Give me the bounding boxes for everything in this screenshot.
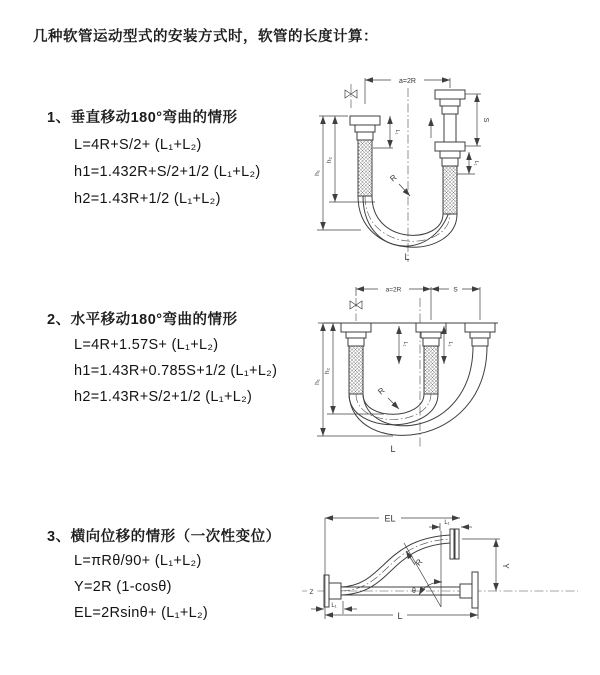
dimension-l1-left [399,326,408,364]
dim-label-h1: h₁ [314,379,321,385]
right-flange-original [460,572,478,608]
diagram-horizontal-move-180 [296,276,576,466]
dim-label-a2r: a=2R [399,78,416,85]
dimension-s [431,285,480,321]
dim-label-a2r: a=2R [385,286,402,294]
section3-formula-el: EL=2Rsinθ+ (L₁+L₂) [74,605,209,621]
dim-label-y: Y [501,563,510,569]
dim-label-l1: L₁ [331,603,337,609]
displaced-hose-curve [341,535,450,595]
dim-label-l1: L₁ [473,160,479,166]
radius-callout [388,173,410,196]
right-fitting [465,323,495,346]
diagram-lateral-displacement [286,493,591,653]
section1-formula-length: L=4R+S/2+ (L₁+L₂) [74,137,202,153]
dim-label-l: L [390,444,396,454]
page-title: 几种软管运动型式的安装方式时，软管的长度计算： [33,29,378,45]
left-fitting [341,323,371,394]
dim-label-l: L [397,611,403,621]
section2-heading: 2、水平移动180°弯曲的情形 [47,312,238,328]
section1-formula-h2: h2=1.43R+1/2 (L₁+L₂) [74,191,221,207]
dimension-y [462,539,510,591]
section2-formula-h1: h1=1.43R+0.785S+1/2 (L₁+L₂) [74,363,278,379]
dim-label-s: S [482,117,489,123]
dimension-l1-bottom [311,601,357,614]
dim-label-h1: h₁ [314,170,321,176]
section2-formula-length: L=4R+1.57S+ (L₁+L₂) [74,337,219,353]
angle-label-theta: θ [412,588,416,595]
left-fitting [350,116,380,196]
section1-heading: 1、垂直移动180°弯曲的情形 [47,110,238,126]
section1-formula-h1: h1=1.432R+S/2+1/2 (L₁+L₂) [74,164,261,180]
dim-label-l: L [404,252,410,262]
dimension-h1 [314,116,361,230]
dim-label-r: R [376,385,387,397]
section3-formula-y: Y=2R (1-cosθ) [74,579,172,595]
section3-formula-length: L=πRθ/90+ (L₁+L₂) [74,553,202,569]
hose-curves [358,174,457,247]
radius-callout [406,551,425,567]
right-fitting-upper [435,90,465,142]
axis-break-mark [307,587,316,596]
diagram-vertical-move-180 [303,70,568,270]
dimension-s [465,94,489,146]
dim-label-el: EL [384,513,396,524]
right-fitting-lower [435,142,465,214]
dim-label-h2: h₂ [326,156,333,164]
dim-label-s: S [453,286,458,294]
middle-fitting [416,323,446,394]
hose-curves [349,346,487,435]
radius-callout [376,386,399,409]
dim-label-r: R [388,172,399,184]
section3-heading: 3、横向位移的情形（一次性变位） [47,529,281,545]
valve-icon [350,298,362,321]
dim-label-r: R [413,557,425,568]
dim-label-l1: L₁ [444,520,450,526]
svg-text:Z: Z [309,589,314,596]
dimension-l [325,605,478,621]
right-flange-displaced [450,529,459,559]
section2-formula-h2: h2=1.43R+S/2+1/2 (L₁+L₂) [74,389,253,405]
valve-icon [345,84,357,108]
dim-label-l1: L₁ [447,341,453,347]
construction-lines [404,531,442,607]
dim-label-l1: L₁ [394,129,400,135]
dim-label-l1: L₁ [402,341,408,347]
dim-label-h2: h₂ [324,367,331,375]
